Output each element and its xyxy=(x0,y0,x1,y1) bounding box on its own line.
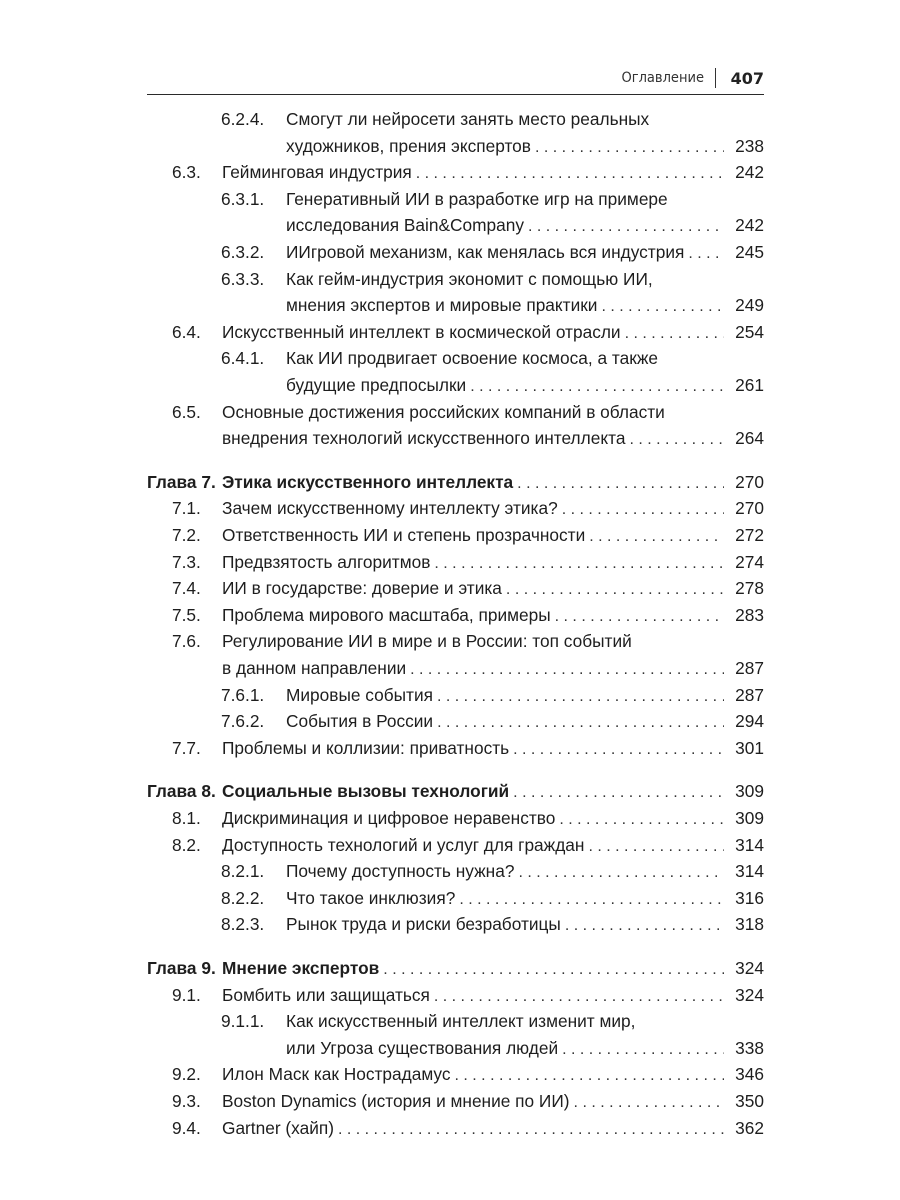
dot-leader xyxy=(437,711,724,735)
page-number: 283 xyxy=(735,604,764,625)
entry-number: 7.7. xyxy=(172,737,201,758)
page-number: 346 xyxy=(735,1064,764,1085)
entry-line xyxy=(286,134,764,158)
entry-number: 7.2. xyxy=(172,525,201,545)
entry-line xyxy=(222,806,764,830)
dot-leader xyxy=(518,861,724,885)
dot-leader xyxy=(535,136,724,160)
entry-title: Дискриминация и цифровое неравенство xyxy=(222,808,556,828)
entry-number: 9.1.1. xyxy=(221,1011,265,1032)
page-number: 261 xyxy=(735,375,764,395)
entry-line xyxy=(222,956,764,980)
page-number: 242 xyxy=(735,215,764,236)
page-number: 270 xyxy=(735,498,764,519)
dot-leader xyxy=(455,1064,725,1088)
entry-title: Регулирование ИИ в мире и в России: топ событий xyxy=(222,631,632,652)
page-number: 301 xyxy=(735,737,764,758)
entry-number: 8.2.2. xyxy=(221,887,265,908)
entry-title: исследования Bain&Company xyxy=(286,215,524,236)
entry-number: 9.4. xyxy=(172,1117,201,1138)
page-number: 324 xyxy=(735,958,764,978)
entry-number: 8.2. xyxy=(172,834,201,855)
entry-number: Глава 7. xyxy=(147,471,216,492)
dot-leader xyxy=(513,781,724,805)
entry-title: Смогут ли нейросети занять место реальных xyxy=(286,109,650,129)
entry-line xyxy=(286,859,764,883)
dot-leader xyxy=(416,162,724,186)
entry-number: 9.3. xyxy=(172,1091,201,1111)
entry-line xyxy=(286,267,764,291)
entry-number: 8.2.3. xyxy=(221,914,265,935)
entry-title: художников, прения экспертов xyxy=(286,135,531,156)
entry-number: 7.6.2. xyxy=(221,711,265,732)
entry-line xyxy=(286,107,764,131)
dot-leader xyxy=(562,498,724,522)
page-number: 254 xyxy=(735,321,764,342)
entry-title: будущие предпосылки xyxy=(286,375,467,395)
entry-line xyxy=(222,320,764,344)
page-number: 314 xyxy=(735,861,764,882)
entry-title: Как гейм-индустрия экономит с помощью ИИ, xyxy=(286,268,653,289)
entry-title: Как искусственный интеллект изменит мир, xyxy=(286,1011,636,1032)
dot-leader xyxy=(517,472,724,496)
entry-line xyxy=(286,912,764,936)
entry-title: Доступность технологий и услуг для граждан xyxy=(222,834,585,855)
entry-line xyxy=(286,213,764,237)
entry-number: 6.3.2. xyxy=(221,242,265,262)
dot-leader xyxy=(434,985,724,1009)
page-number: 362 xyxy=(735,1117,764,1138)
entry-title: Искусственный интеллект в космической отрасли xyxy=(222,321,621,342)
dot-leader xyxy=(688,242,724,266)
entry-number: 8.2.1. xyxy=(221,861,265,882)
entry-number: 9.1. xyxy=(172,984,201,1005)
entry-line xyxy=(222,833,764,857)
entry-line xyxy=(222,400,764,424)
dot-leader xyxy=(434,552,724,576)
entry-title: Рынок труда и риски безработицы xyxy=(286,914,561,935)
entry-number: 6.3.1. xyxy=(221,188,265,209)
page-number: 287 xyxy=(735,658,764,678)
entry-title: или Угроза существования людей xyxy=(286,1037,559,1058)
entry-title: внедрения технологий искусственного интеллекта xyxy=(222,428,626,449)
entry-number: 7.6.1. xyxy=(221,684,265,705)
page-number: 278 xyxy=(735,578,764,599)
entry-title: Почему доступность нужна? xyxy=(286,861,515,882)
entry-line xyxy=(286,187,764,211)
dot-leader xyxy=(629,428,724,452)
entry-number: 7.5. xyxy=(172,604,201,625)
entry-title: ИИгровой механизм, как менялась вся индустрия xyxy=(286,242,685,262)
dot-leader xyxy=(528,215,724,239)
entry-number: Глава 8. xyxy=(147,781,216,802)
dot-leader xyxy=(338,1118,724,1142)
entry-number: Глава 9. xyxy=(147,958,216,978)
dot-leader xyxy=(562,1038,724,1062)
entry-title: Генеративный ИИ в разработке игр на примере xyxy=(286,188,668,209)
dot-leader xyxy=(588,835,724,859)
chapter-title: Этика искусственного интеллекта xyxy=(222,471,514,492)
entry-number: 6.4. xyxy=(172,321,201,342)
entry-title: Ответственность ИИ и степень прозрачности xyxy=(222,525,586,545)
header-separator xyxy=(715,68,717,88)
entry-line xyxy=(286,240,764,264)
page-number: 350 xyxy=(735,1091,764,1111)
dot-leader xyxy=(470,375,724,399)
page-number: 249 xyxy=(735,295,764,316)
dot-leader xyxy=(555,605,724,629)
entry-line xyxy=(286,1036,764,1060)
entry-title: ИИ в государстве: доверие и этика xyxy=(222,578,502,599)
entry-line xyxy=(222,496,764,520)
page-number: 318 xyxy=(735,914,764,935)
page-number: 242 xyxy=(735,162,764,183)
page-number: 238 xyxy=(735,135,764,156)
entry-title: Boston Dynamics (история и мнение по ИИ) xyxy=(222,1091,570,1111)
entry-line xyxy=(222,983,764,1007)
page-number: 316 xyxy=(735,887,764,908)
dot-leader xyxy=(506,578,724,602)
entry-line xyxy=(286,373,764,397)
entry-title: мнения экспертов и мировые практики xyxy=(286,295,598,316)
entry-title: Зачем искусственному интеллекту этика? xyxy=(222,498,558,519)
entry-number: 7.1. xyxy=(172,498,201,519)
entry-line xyxy=(222,736,764,760)
dot-leader xyxy=(589,525,724,549)
entry-line xyxy=(222,629,764,653)
page-number: 274 xyxy=(735,551,764,572)
entry-title: Основные достижения российских компаний в области xyxy=(222,401,665,422)
entry-line xyxy=(286,293,764,317)
entry-number: 8.1. xyxy=(172,808,201,828)
entry-title: Бомбить или защищаться xyxy=(222,984,430,1005)
page-number: 272 xyxy=(735,525,764,545)
dot-leader xyxy=(459,888,724,912)
dot-leader xyxy=(559,808,724,832)
entry-number: 9.2. xyxy=(172,1064,201,1085)
dot-leader xyxy=(383,958,724,982)
page-number: 245 xyxy=(735,242,764,262)
entry-number: 7.3. xyxy=(172,551,201,572)
entry-line xyxy=(222,426,764,450)
page-number: 324 xyxy=(735,984,764,1005)
entry-number: 7.6. xyxy=(172,631,201,652)
page-number: 309 xyxy=(735,781,764,802)
entry-line xyxy=(286,1009,764,1033)
dot-leader xyxy=(513,738,724,762)
running-header xyxy=(147,68,764,95)
page-number: 294 xyxy=(735,711,764,732)
entry-line xyxy=(222,1116,764,1140)
entry-title: Проблема мирового масштаба, примеры xyxy=(222,604,551,625)
entry-number: 6.4.1. xyxy=(221,348,265,369)
entry-title: Что такое инклюзия? xyxy=(286,887,456,908)
entry-line xyxy=(222,1062,764,1086)
entry-line xyxy=(222,603,764,627)
entry-title: Мировые события xyxy=(286,684,433,705)
dot-leader xyxy=(625,322,724,346)
dot-leader xyxy=(410,658,724,682)
dot-leader xyxy=(601,295,724,319)
page-number: 338 xyxy=(735,1037,764,1058)
page-number: 264 xyxy=(735,428,764,449)
entry-line xyxy=(222,779,764,803)
entry-line xyxy=(286,709,764,733)
entry-title: Gartner (хайп) xyxy=(222,1117,334,1138)
entry-number: 6.2.4. xyxy=(221,109,265,129)
dot-leader xyxy=(565,914,724,938)
chapter-title: Социальные вызовы технологий xyxy=(222,781,510,802)
entry-line xyxy=(286,683,764,707)
dot-leader xyxy=(574,1091,724,1115)
entry-title: Предвзятость алгоритмов xyxy=(222,551,431,572)
header-page-number: 407 xyxy=(730,69,764,88)
entry-line xyxy=(286,346,764,370)
page-number: 314 xyxy=(735,834,764,855)
entry-line xyxy=(222,576,764,600)
entry-line xyxy=(222,550,764,574)
header-title: Оглавление xyxy=(621,70,704,86)
entry-title: Илон Маск как Нострадамус xyxy=(222,1064,451,1085)
entry-number: 6.5. xyxy=(172,401,201,422)
entry-line xyxy=(222,1089,764,1113)
page-number: 270 xyxy=(735,471,764,492)
entry-title: События в России xyxy=(286,711,434,732)
entry-title: Проблемы и коллизии: приватность xyxy=(222,737,510,758)
entry-line xyxy=(222,160,764,184)
entry-line xyxy=(222,523,764,547)
entry-number: 6.3.3. xyxy=(221,268,265,289)
entry-number: 6.3. xyxy=(172,162,201,183)
entry-title: Гейминговая индустрия xyxy=(222,162,412,183)
entry-line xyxy=(286,886,764,910)
page-number: 287 xyxy=(735,684,764,705)
entry-title: в данном направлении xyxy=(222,658,407,678)
entry-number: 7.4. xyxy=(172,578,201,599)
page-number: 309 xyxy=(735,808,764,828)
entry-line xyxy=(222,470,764,494)
entry-title: Как ИИ продвигает освоение космоса, а также xyxy=(286,348,658,369)
chapter-title: Мнение экспертов xyxy=(222,958,380,978)
dot-leader xyxy=(437,685,724,709)
entry-line xyxy=(222,656,764,680)
